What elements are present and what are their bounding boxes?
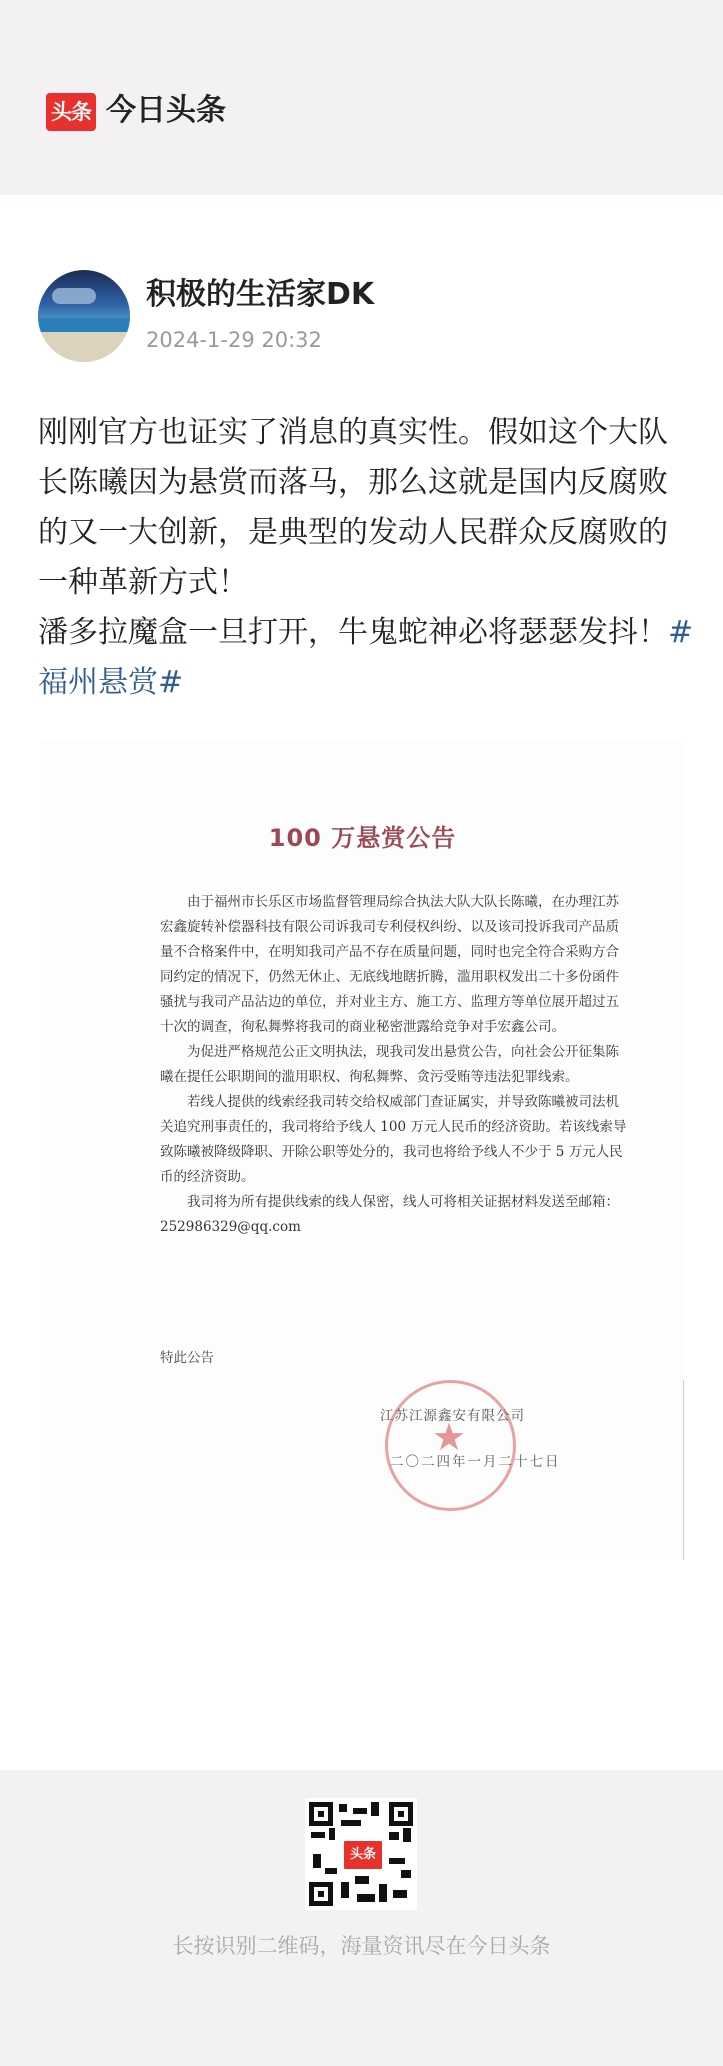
qr-module bbox=[389, 1858, 405, 1864]
qr-module bbox=[357, 1894, 375, 1902]
document-image[interactable] bbox=[40, 740, 685, 1560]
doc-company: 江苏江源鑫安有限公司 bbox=[380, 1408, 525, 1424]
qr-module bbox=[355, 1876, 369, 1884]
doc-paragraph-2: 为促进严格规范公正文明执法，现我司发出悬赏公告，向社会公开征集陈曦在提任公职期间的滥用职权、徇私舞弊、贪污受贿等违法犯罪线索。 bbox=[160, 1044, 619, 1085]
company-seal-icon bbox=[385, 1380, 516, 1511]
post-paragraph-1: 刚刚官方也证实了消息的真实性。假如这个大队长陈曦因为悬赏而落马，那么这就是国内反腐败的又一大创新，是典型的发动人民群众反腐败的一种革新方式！ bbox=[38, 415, 668, 600]
qr-module bbox=[325, 1868, 337, 1874]
avatar[interactable] bbox=[38, 270, 130, 362]
qr-logo-badge: 头条 bbox=[342, 1839, 384, 1871]
seal-star-icon: ★ bbox=[432, 1415, 467, 1459]
doc-closing: 特此公告 bbox=[160, 1350, 214, 1366]
toutiao-logo: 头条 bbox=[46, 93, 96, 131]
qr-module bbox=[341, 1820, 361, 1826]
post-paragraph-2-text: 潘多拉魔盒一旦打开，牛鬼蛇神必将瑟瑟发抖！ bbox=[38, 615, 668, 650]
app-header bbox=[0, 0, 723, 195]
footer-caption: 长按识别二维码，海量资讯尽在今日头条 bbox=[172, 1934, 551, 1958]
qr-finder-icon bbox=[309, 1882, 333, 1906]
qr-module bbox=[389, 1832, 399, 1840]
qr-finder-icon bbox=[309, 1802, 333, 1826]
qr-module bbox=[379, 1884, 387, 1902]
qr-module bbox=[339, 1804, 347, 1812]
qr-finder-icon bbox=[389, 1802, 413, 1826]
doc-date: 二〇二四年一月二十七日 bbox=[390, 1454, 561, 1470]
qr-module bbox=[371, 1802, 379, 1816]
doc-paragraph-3: 若线人提供的线索经我司转交给权威部门查证属实，并导致陈曦被司法机关追究刑事责任的，我司将给予线人 100 万元人民币的经济资助。若该线索导致陈曦被降级降职、开除公职等处分的，我司也将给予线人不少于 5 万元人民币的经济资助。 bbox=[160, 1094, 627, 1185]
app-name: 今日头条 bbox=[106, 93, 226, 128]
qr-code-icon[interactable] bbox=[305, 1798, 417, 1910]
qr-module bbox=[403, 1828, 411, 1842]
doc-title: 100 万悬赏公告 bbox=[268, 824, 457, 852]
avatar-cloud bbox=[52, 288, 96, 304]
doc-paragraph-1: 由于福州市长乐区市场监督管理局综合执法大队大队长陈曦，在办理江苏宏鑫旋转补偿器科技有限公司诉我司专利侵权纠纷、以及该司投诉我司产品质量不合格案件中，在明知我司产品不存在质量问题，同时也完全符合采购方合同约定的情况下，仍然无休止、无底线地瞎折腾，滥用职权发出二十多份函件骚扰与我司产品沾边的单位，并对业主方、施工方、监理方等单位展开超过五十次的调查，徇私舞弊将我司的商业秘密泄露给竞争对手宏鑫公司。 bbox=[160, 894, 619, 1035]
qr-module bbox=[341, 1882, 349, 1898]
post-text bbox=[38, 408, 694, 708]
qr-module bbox=[311, 1832, 325, 1838]
qr-module bbox=[353, 1808, 367, 1814]
post-time: 2024-1-29 20:32 bbox=[146, 328, 322, 352]
avatar-beach bbox=[38, 332, 130, 362]
doc-body bbox=[160, 890, 630, 1240]
doc-paragraph-4: 我司将为所有提供线索的线人保密，线人可将相关证据材料发送至邮箱：252986329@qq.com bbox=[160, 1194, 619, 1235]
avatar-sea bbox=[38, 318, 130, 332]
qr-module bbox=[401, 1870, 411, 1878]
hashtag-link[interactable]: #福州悬赏# bbox=[38, 615, 694, 700]
author-name[interactable]: 积极的生活家DK bbox=[146, 277, 375, 312]
doc-edge-line bbox=[683, 1380, 684, 1560]
qr-module bbox=[329, 1828, 335, 1840]
post-paragraph-2 bbox=[38, 608, 694, 708]
qr-module bbox=[313, 1854, 321, 1868]
qr-module bbox=[393, 1890, 407, 1898]
